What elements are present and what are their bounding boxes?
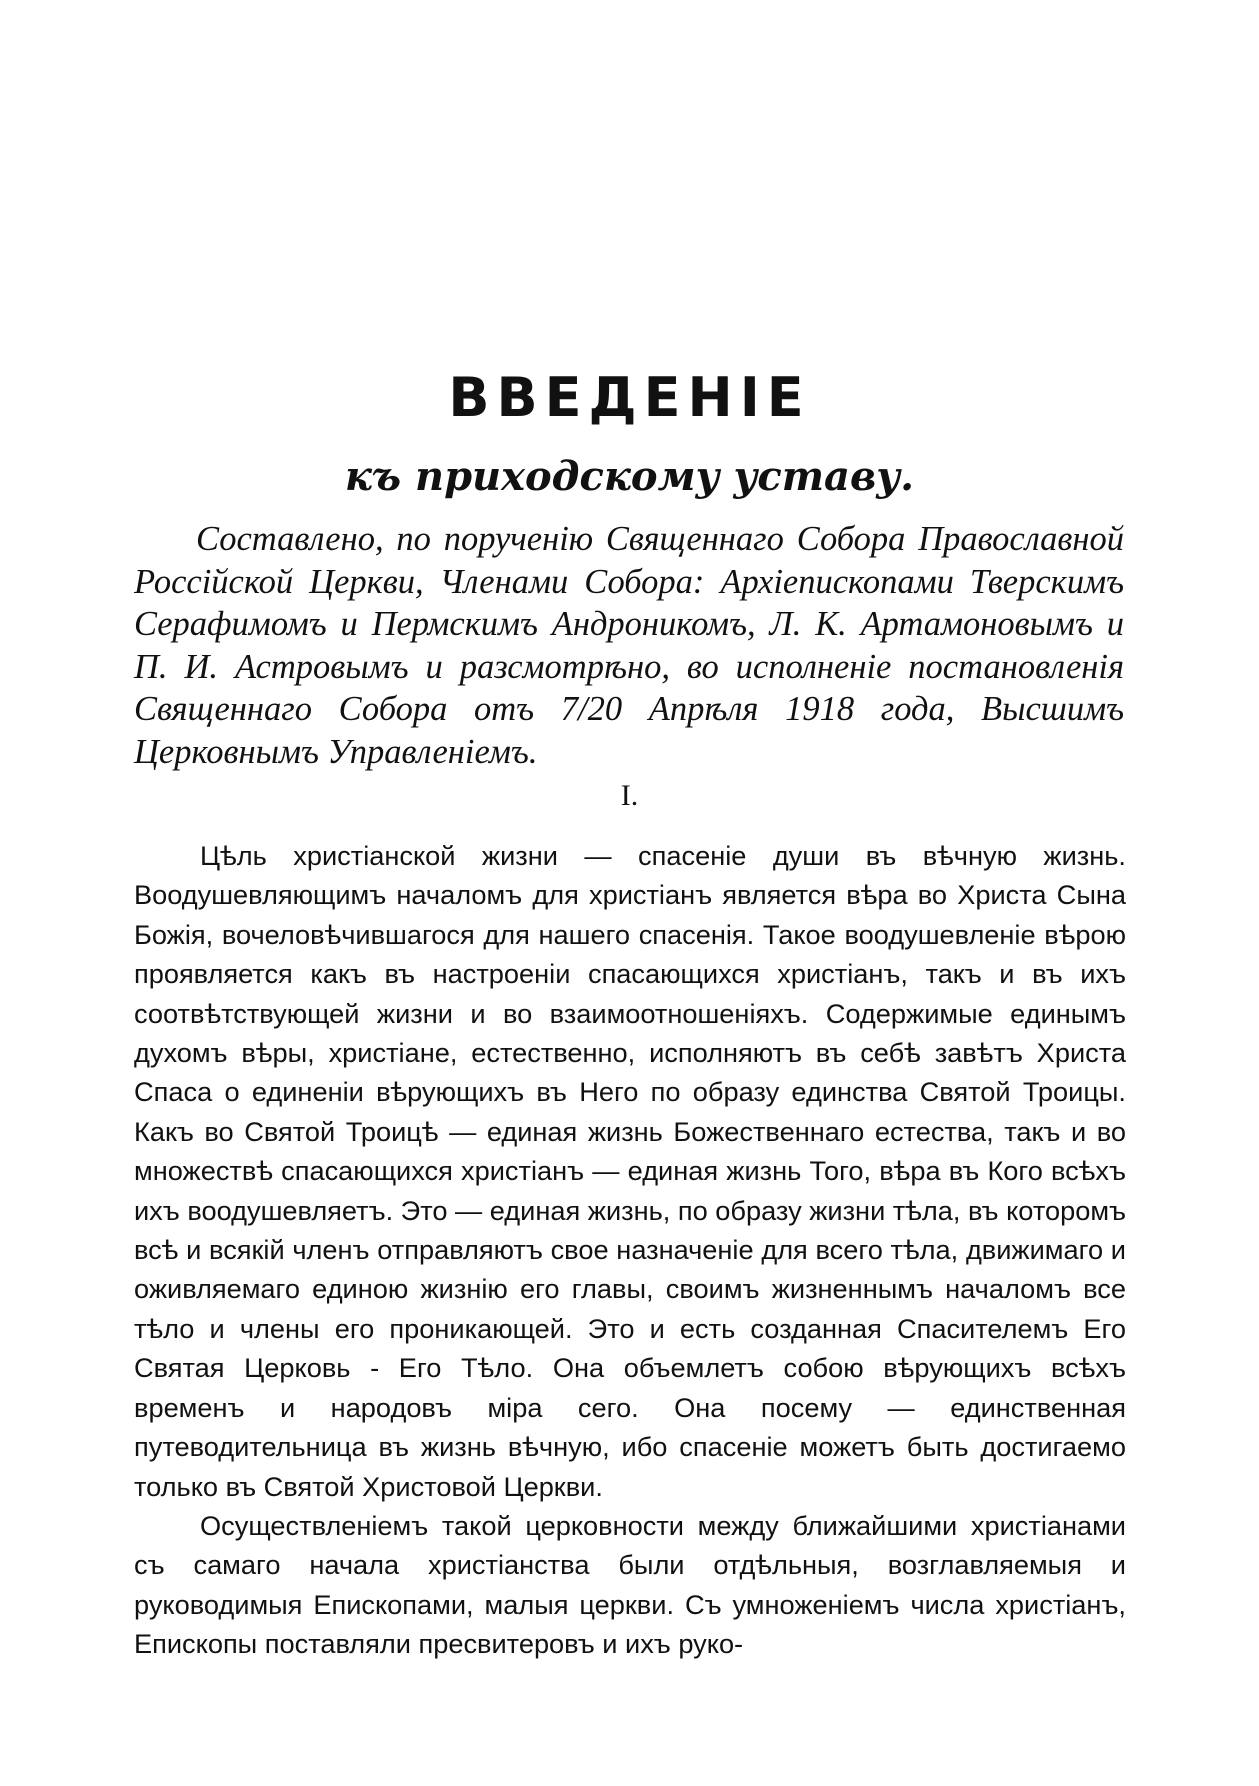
document-subtitle: къ приходскому уставу. [344,453,915,500]
section-number: I. [620,779,639,812]
preface-text: Составлено, по порученію Священнаго Собора Православной Россійской Церкви, Членами Собора: Архіепископами Тверскимъ Серафимомъ и Пермскимъ Андроникомъ, Л. К. Артамоновымъ и П. И. Астровымъ и разсмотрѣно, во исполненіе постановленія Священнаго Собора отъ 7/20 Апрѣля 1918 года, Высшимъ Церковнымъ Управленіемъ. [134,520,1124,771]
preface-note [134,518,1124,773]
document-title: ВВЕДЕНІЕ [448,366,811,429]
body-text [134,836,1126,1664]
paragraph: Осуществленіемъ такой церковности между ближайшими христіанами съ самаго начала христіанства были отдѣльныя, возглавляемыя и руководимыя Епископами, малыя церкви. Съ умноженіемъ числа христіанъ, Епископы поставляли пресвитеровъ и ихъ руко- [134,1509,1126,1660]
paragraph: Цѣль христіанской жизни — спасеніе души въ вѣчную жизнь. Воодушевляющимъ началомъ для христіанъ является вѣра во Христа Сына Божія, вочеловѣчившагося для нашего спасенія. Такое воодушевленіе вѣрою проявляется какъ въ настроеніи спасающихся христіанъ, такъ и въ ихъ соотвѣтствующей жизни и во взаимоотношеніяхъ. Содержимые единымъ духомъ вѣры, христіане, естественно, исполняютъ въ себѣ завѣтъ Христа Спаса о единеніи вѣрующихъ въ Него по образу единства Святой Троицы. Какъ во Святой Троицѣ — единая жизнь Божественнаго естества, такъ и во множествѣ спасающихся христіанъ — единая жизнь Того, вѣра въ Кого всѣхъ ихъ воодушевляетъ. Это — единая жизнь, по образу жизни тѣла, въ которомъ всѣ и всякій членъ отправляютъ свое назначеніе для всего тѣла, движимаго и оживляемаго единою жизнію его главы, своимъ жизненнымъ началомъ все тѣло и члены его проникающей. Это и есть созданная Спасителемъ Его Святая Церковь - Его Тѣло. Она объемлетъ собою вѣрующихъ всѣхъ временъ и народовъ міра сего. Она посему — единственная путеводительница въ жизнь вѣчную, ибо спасеніе можетъ быть достигаемо только въ Святой Христовой Церкви. [134,840,1127,1502]
